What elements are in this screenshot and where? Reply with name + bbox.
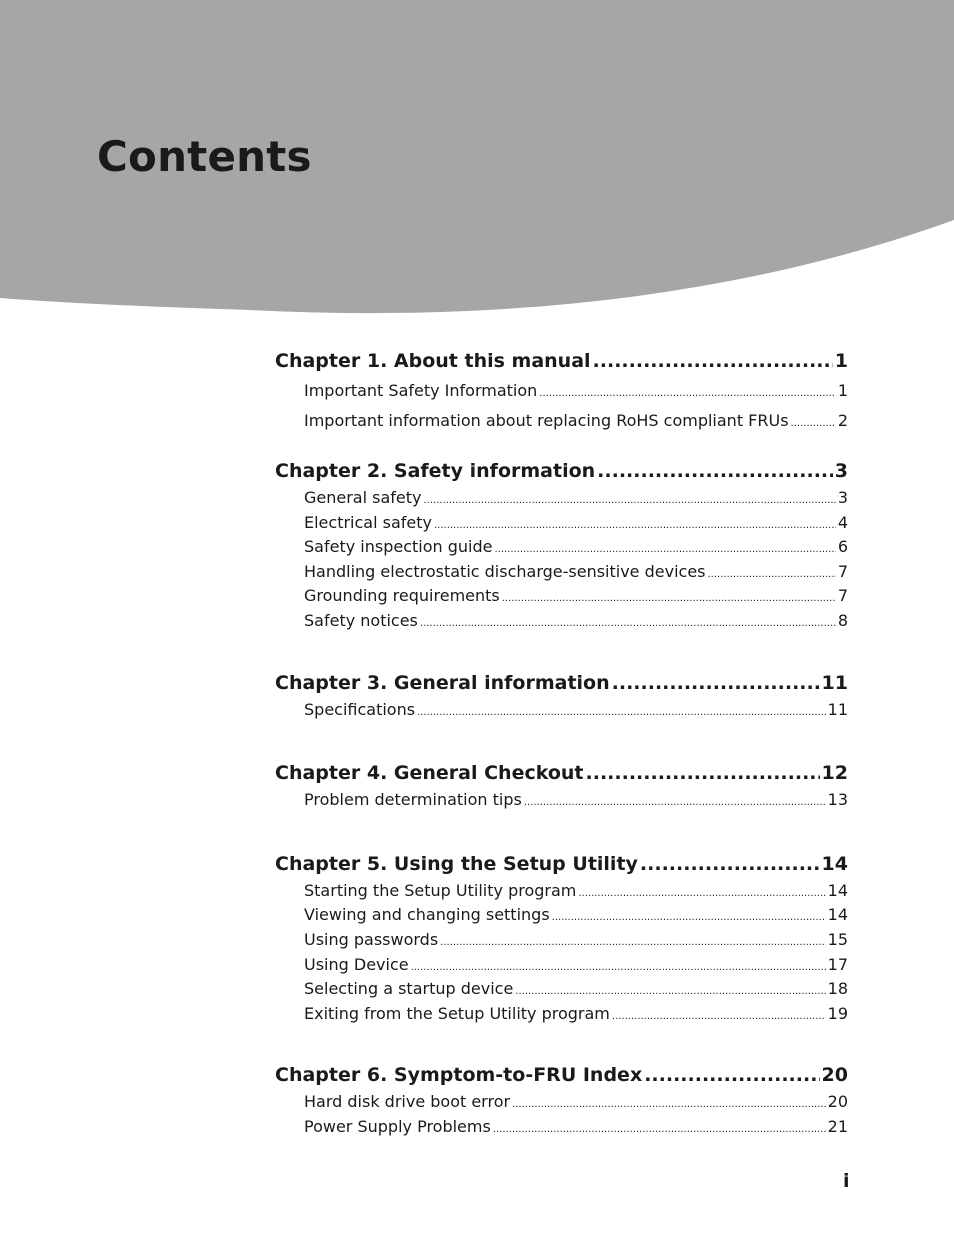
dot-leader	[552, 906, 826, 931]
toc-chapter-1	[275, 346, 848, 436]
section-title: Power Supply Problems	[304, 1116, 491, 1136]
section-page-number: 14	[827, 905, 848, 925]
section-title: Selecting a startup device	[304, 979, 514, 999]
chapter-title: Chapter 5. Using the Setup Utility	[275, 852, 638, 875]
section-title: General safety	[304, 488, 422, 507]
toc-section-entry[interactable]	[275, 406, 848, 436]
section-title: Important Safety Information	[304, 381, 538, 400]
dot-leader	[502, 587, 836, 612]
toc-chapter-entry[interactable]	[275, 1060, 848, 1090]
section-page-number: 1	[837, 381, 848, 400]
toc-chapter-6	[275, 1060, 848, 1139]
toc-section-entry[interactable]	[275, 1002, 848, 1027]
dot-leader	[524, 791, 826, 816]
page-number: i	[843, 1170, 850, 1192]
toc-section-entry[interactable]	[275, 376, 848, 406]
dot-leader	[612, 1005, 826, 1030]
toc-section-entry[interactable]	[275, 788, 848, 813]
toc-section-entry[interactable]	[275, 977, 848, 1002]
dot-leader	[417, 701, 826, 726]
dot-leader	[512, 1093, 826, 1118]
section-page-number: 7	[837, 586, 848, 606]
dot-leader	[420, 612, 836, 637]
section-title: Starting the Setup Utility program	[304, 880, 577, 900]
toc-section-entry[interactable]	[275, 1115, 848, 1140]
chapter-page-number: 14	[821, 852, 848, 875]
dot-leader	[644, 1060, 819, 1090]
chapter-page-number: 1	[834, 350, 848, 372]
dot-leader	[539, 379, 836, 409]
toc-chapter-entry[interactable]	[275, 456, 848, 486]
chapter-page-number: 11	[821, 671, 848, 694]
chapter-title: Chapter 3. General information	[275, 671, 610, 694]
dot-leader	[597, 456, 833, 486]
dot-leader	[578, 882, 825, 907]
dot-leader	[434, 514, 836, 539]
toc-chapter-2	[275, 456, 848, 634]
section-title: Safety notices	[304, 610, 418, 630]
chapter-page-number: 20	[821, 1064, 848, 1087]
section-title: Important information about replacing RoHS compliant FRUs	[304, 411, 789, 430]
section-title: Grounding requirements	[304, 586, 500, 606]
section-page-number: 4	[837, 512, 848, 532]
section-page-number: 17	[827, 954, 848, 974]
toc-section-entry[interactable]	[275, 584, 848, 609]
toc-section-entry[interactable]	[275, 535, 848, 560]
toc-chapter-entry[interactable]	[275, 346, 848, 376]
toc-chapter-entry[interactable]	[275, 668, 848, 698]
toc-section-entry[interactable]	[275, 486, 848, 511]
section-page-number: 7	[837, 561, 848, 581]
section-page-number: 2	[837, 411, 848, 430]
section-title: Safety inspection guide	[304, 537, 493, 557]
section-page-number: 15	[827, 929, 848, 949]
chapter-title: Chapter 4. General Checkout	[275, 762, 584, 785]
section-title: Electrical safety	[304, 512, 432, 532]
section-page-number: 13	[827, 790, 848, 810]
section-title: Specifications	[304, 699, 416, 719]
section-title: Exiting from the Setup Utility program	[304, 1003, 610, 1023]
dot-leader	[440, 931, 825, 956]
section-page-number: 11	[827, 699, 848, 719]
toc-section-entry[interactable]	[275, 560, 848, 585]
page-title: Contents	[97, 132, 312, 181]
toc-chapter-4	[275, 758, 848, 813]
section-title: Using Device	[304, 954, 409, 974]
dot-leader	[424, 489, 836, 514]
dot-leader	[593, 346, 833, 376]
chapter-title: Chapter 1. About this manual	[275, 350, 591, 372]
section-page-number: 18	[827, 979, 848, 999]
toc-section-entry[interactable]	[275, 698, 848, 723]
toc-chapter-5	[275, 849, 848, 1027]
section-page-number: 14	[827, 880, 848, 900]
toc-section-entry[interactable]	[275, 1090, 848, 1115]
section-page-number: 6	[837, 537, 848, 557]
chapter-page-number: 3	[834, 460, 848, 482]
dot-leader	[708, 563, 836, 588]
dot-leader	[791, 409, 836, 439]
section-page-number: 19	[827, 1003, 848, 1023]
toc-chapter-entry[interactable]	[275, 758, 848, 788]
dot-leader	[640, 849, 820, 879]
dot-leader	[586, 758, 820, 788]
toc-section-entry[interactable]	[275, 903, 848, 928]
toc-section-entry[interactable]	[275, 511, 848, 536]
toc-section-entry[interactable]	[275, 609, 848, 634]
toc-chapter-3	[275, 668, 848, 723]
dot-leader	[612, 668, 820, 698]
section-page-number: 8	[837, 610, 848, 630]
chapter-page-number: 12	[821, 762, 848, 785]
section-page-number: 3	[837, 488, 848, 507]
table-of-contents	[275, 346, 848, 1140]
toc-section-entry[interactable]	[275, 953, 848, 978]
section-title: Viewing and changing settings	[304, 905, 550, 925]
toc-section-entry[interactable]	[275, 879, 848, 904]
dot-leader	[493, 1118, 826, 1143]
section-title: Using passwords	[304, 929, 439, 949]
toc-chapter-entry[interactable]	[275, 849, 848, 879]
section-title: Hard disk drive boot error	[304, 1092, 511, 1112]
toc-section-entry[interactable]	[275, 928, 848, 953]
section-page-number: 20	[827, 1092, 848, 1112]
chapter-title: Chapter 6. Symptom-to-FRU Index	[275, 1064, 643, 1087]
section-title: Problem determination tips	[304, 790, 522, 810]
chapter-title: Chapter 2. Safety information	[275, 460, 596, 482]
section-page-number: 21	[827, 1116, 848, 1136]
section-title: Handling electrostatic discharge-sensitive devices	[304, 561, 706, 581]
